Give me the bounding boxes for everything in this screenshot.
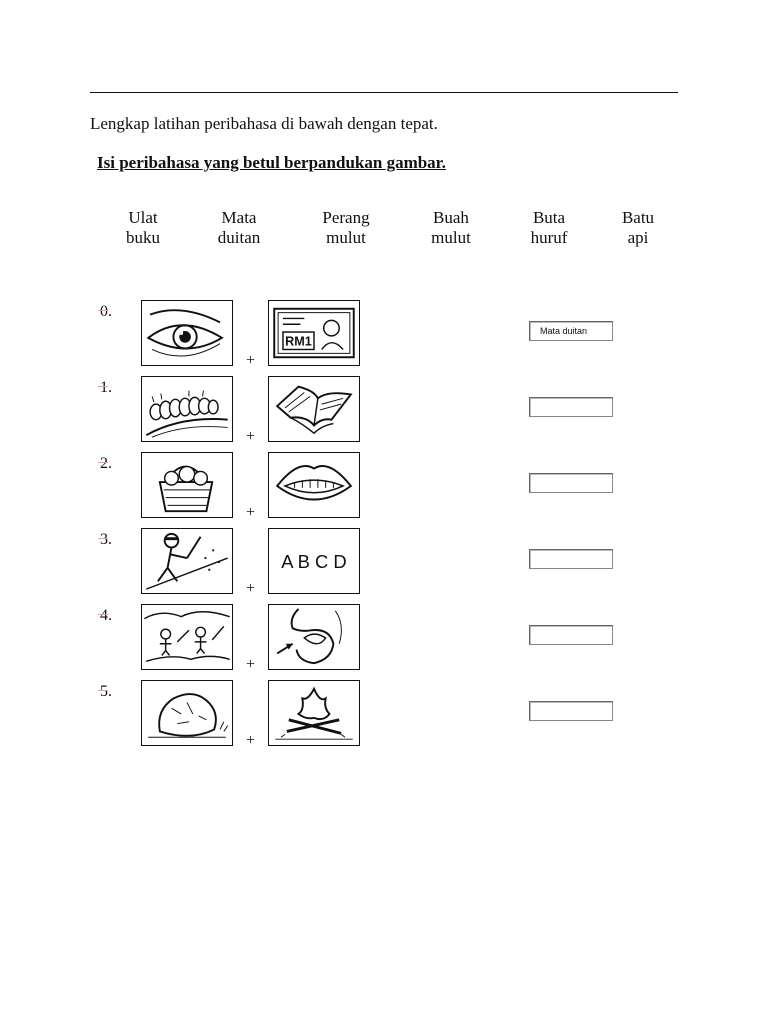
answer-field[interactable] — [529, 473, 613, 493]
mouth-image — [268, 452, 360, 518]
banknote-image — [268, 300, 360, 366]
plus-sign: + — [246, 732, 256, 749]
row-number-label: 4. — [100, 607, 112, 624]
letters-image — [268, 528, 360, 594]
exercise-subtitle: Isi peribahasa yang betul berpandukan gambar. — [97, 153, 446, 172]
word-bank-item — [98, 208, 188, 248]
plus-sign: + — [246, 352, 256, 369]
word-bank-item — [593, 208, 683, 248]
open-book-image — [268, 376, 360, 442]
banknote-label: RM1 — [285, 334, 312, 349]
stone-image — [141, 680, 233, 746]
row-number — [100, 607, 112, 625]
answer-field[interactable]: Mata duitan — [529, 321, 613, 341]
row-number-label: 3. — [100, 531, 112, 548]
caterpillar-image — [141, 376, 233, 442]
letters-label: A B C D — [281, 550, 347, 572]
word-bank-item — [504, 208, 594, 248]
word-line: Buah — [433, 208, 469, 227]
word-line: Batu — [621, 208, 655, 227]
plus-sign: + — [246, 656, 256, 673]
campfire-image — [268, 680, 360, 746]
answer-field[interactable] — [529, 701, 613, 721]
row-number — [100, 531, 112, 549]
instruction-text: Lengkap latihan peribahasa di bawah dengan tepat. — [90, 114, 438, 133]
word-line: huruf — [530, 228, 568, 247]
answer-field[interactable] — [529, 549, 613, 569]
word-line: Mata — [221, 208, 257, 227]
top-rule — [90, 92, 678, 93]
word-line: Ulat — [128, 208, 158, 227]
speaking-mouth-image — [268, 604, 360, 670]
word-line: duitan — [217, 228, 261, 247]
word-bank-item — [194, 208, 284, 248]
word-line: Buta — [532, 208, 566, 227]
row-number — [100, 455, 112, 473]
plus-sign: + — [246, 428, 256, 445]
eye-image — [141, 300, 233, 366]
plus-sign: + — [246, 580, 256, 597]
fruit-basket-image — [141, 452, 233, 518]
row-number — [100, 379, 112, 397]
row-number-label: 1. — [100, 379, 112, 396]
word-bank-item — [301, 208, 391, 248]
blind-man-image — [141, 528, 233, 594]
word-line: api — [627, 228, 649, 247]
answer-field[interactable] — [529, 625, 613, 645]
row-number — [100, 303, 112, 321]
row-number-label: 5. — [100, 683, 112, 700]
row-number — [100, 683, 112, 701]
word-line: mulut — [431, 228, 471, 247]
plus-sign: + — [246, 504, 256, 521]
word-bank-item — [406, 208, 496, 248]
row-number-label: 0. — [100, 303, 112, 320]
answer-field[interactable] — [529, 397, 613, 417]
row-number-label: 2. — [100, 455, 112, 472]
word-line: mulut — [326, 228, 366, 247]
battle-scene-image — [141, 604, 233, 670]
word-line: buku — [126, 228, 160, 247]
word-line: Perang — [322, 208, 370, 227]
